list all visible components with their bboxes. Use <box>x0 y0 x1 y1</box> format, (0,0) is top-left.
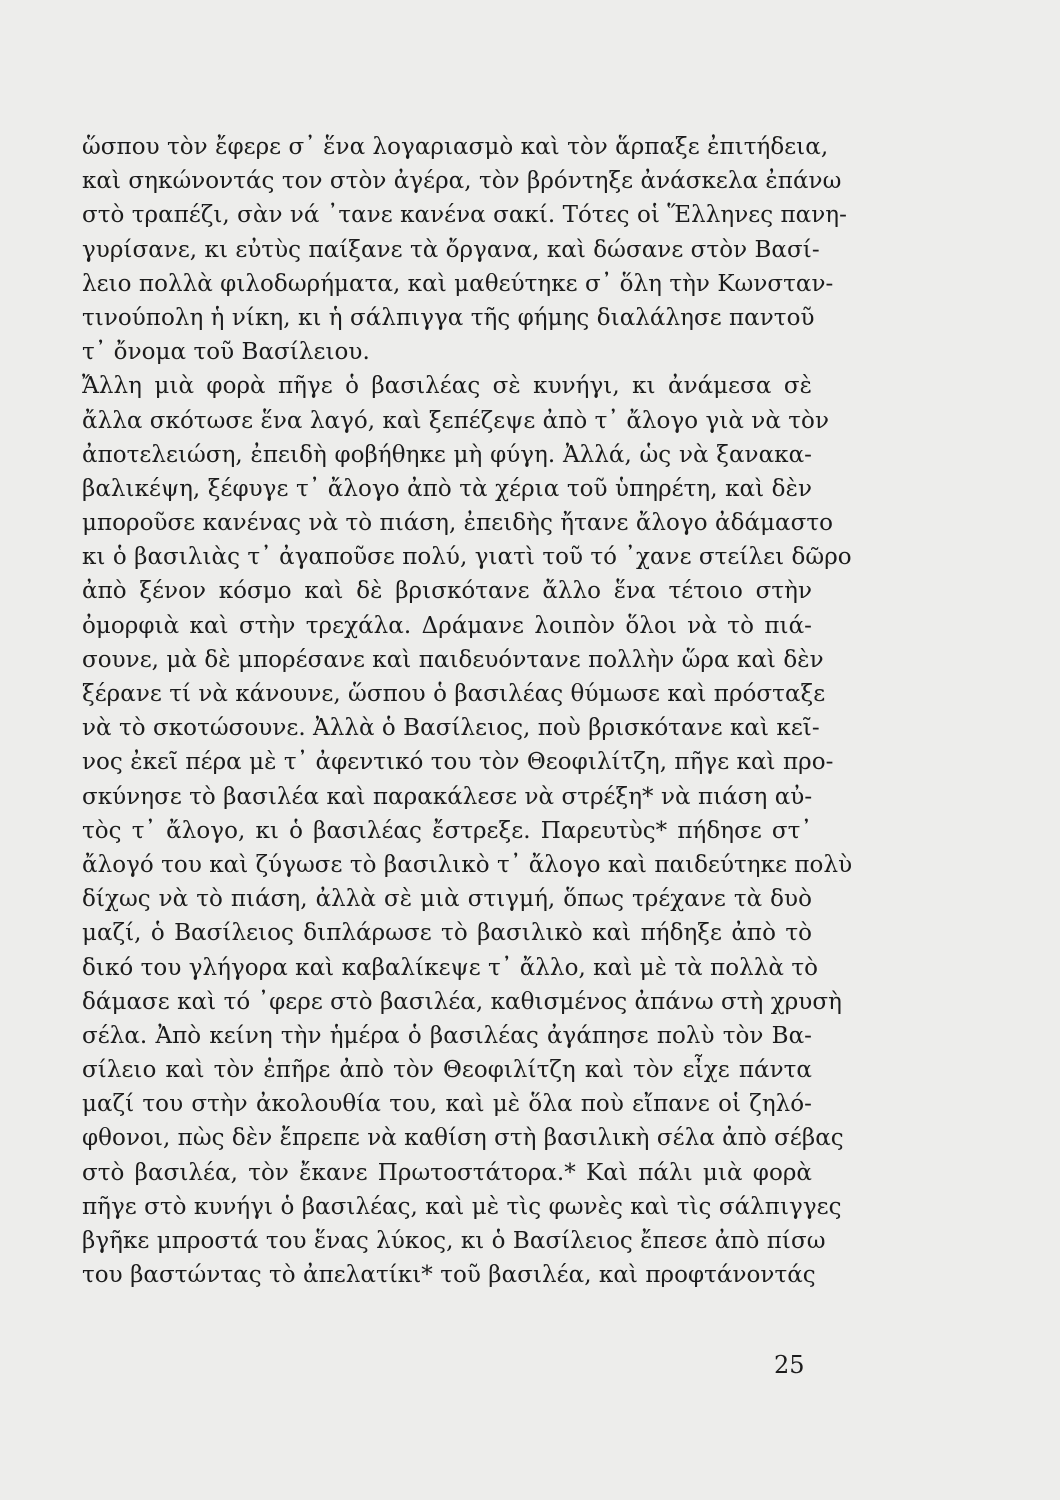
text-line: ἄλλα σκότωσε ἕνα λαγό, καὶ ξεπέζεψε ἀπὸ τ᾽ ἄλογο γιὰ νὰ τὸν <box>82 407 829 434</box>
text-line: ὥσπου τὸν ἔφερε σ᾽ ἕνα λογαριασμὸ καὶ τὸν ἅρπαξε ἐπιτήδεια, <box>82 134 829 160</box>
text-line: φθονοι, πὼς δὲν ἔπρεπε νὰ καθίση στὴ βασιλικὴ σέλα ἀπὸ σέβας <box>82 1125 844 1152</box>
text-line: τινούπολη ἡ νίκη, κι ἡ σάλπιγγα τῆς φήμης διαλάλησε παντοῦ <box>82 304 815 331</box>
text-line: λειο πολλὰ φιλοδωρήματα, καὶ μαθεύτηκε σ᾽ ὅλη τὴν Κωνσταν- <box>82 270 834 297</box>
text-line: νὰ τὸ σκοτώσουνε. Ἀλλὰ ὁ Βασίλειος, ποὺ βρισκότανε καὶ κεῖ- <box>82 715 820 742</box>
text-line: δίχως νὰ τὸ πιάση, ἀλλὰ σὲ μιὰ στιγμή, ὅπως τρέχανε τὰ δυὸ <box>82 886 812 913</box>
text-line: στὸ τραπέζι, σὰν νά ᾽τανε κανένα σακί. Τότες οἱ Ἕλληνες πανη- <box>82 202 847 229</box>
text-line: Ἄλλη μιὰ φορὰ πῆγε ὁ βασιλέας σὲ κυνήγι, κι ἀνάμεσα σὲ <box>82 373 812 400</box>
text-line: καὶ σηκώνοντάς τον στὸν ἀγέρα, τὸν βρόντηξε ἀνάσκελα ἐπάνω <box>82 168 842 195</box>
page-number: 25 <box>774 1351 805 1379</box>
text-line: στὸ βασιλέα, τὸν ἔκανε Πρωτοστάτορα.* Καὶ πάλι μιὰ φορὰ <box>82 1159 812 1186</box>
text-line: βαλικέψη, ξέφυγε τ᾽ ἄλογο ἀπὸ τὰ χέρια τοῦ ὑπηρέτη, καὶ δὲν <box>82 475 812 502</box>
text-line: του βαστώντας τὸ ἀπελατίκι* τοῦ βασιλέα, καὶ προφτάνοντάς <box>82 1262 816 1289</box>
body-text <box>82 130 853 1292</box>
text-line: μαζί του στὴν ἀκολουθία του, καὶ μὲ ὅλα ποὺ εἴπανε οἱ ζηλό- <box>82 1091 812 1118</box>
text-line: ὀμορφιὰ καὶ στὴν τρεχάλα. Δράμανε λοιπὸν ὅλοι νὰ τὸ πιά- <box>82 612 812 639</box>
text-line: σουνε, μὰ δὲ μπορέσανε καὶ παιδευόντανε πολλὴν ὥρα καὶ δὲν <box>82 646 824 673</box>
text-line: πῆγε στὸ κυνήγι ὁ βασιλέας, καὶ μὲ τὶς φωνὲς καὶ τὶς σάλπιγγες <box>82 1193 842 1220</box>
text-line: δικό του γλήγορα καὶ καβαλίκεψε τ᾽ ἄλλο, καὶ μὲ τὰ πολλὰ τὸ <box>82 954 819 981</box>
text-line: σίλειο καὶ τὸν ἐπῆρε ἀπὸ τὸν Θεοφιλίτζη καὶ τὸν εἶχε πάντα <box>82 1057 812 1084</box>
text-line: ἀποτελειώση, ἐπειδὴ φοβήθηκε μὴ φύγη. Ἀλλά, ὡς νὰ ξανακα- <box>82 441 812 468</box>
text-line: νος ἐκεῖ πέρα μὲ τ᾽ ἀφεντικό του τὸν Θεοφιλίτζη, πῆγε καὶ προ- <box>82 749 834 776</box>
text-line: ἄλογό του καὶ ζύγωσε τὸ βασιλικὸ τ᾽ ἄλογο καὶ παιδεύτηκε πολὺ <box>82 851 853 878</box>
text-line: δάμασε καὶ τό ᾽φερε στὸ βασιλέα, καθισμένος ἀπάνω στὴ χρυσὴ <box>82 988 842 1015</box>
text-line: ἀπὸ ξένον κόσμο καὶ δὲ βρισκότανε ἄλλο ἕνα τέτοιο στὴν <box>82 578 812 605</box>
text-line: τ᾽ ὄνομα τοῦ Βασίλειου. <box>82 339 370 366</box>
text-line: κι ὁ βασιλιὰς τ᾽ ἀγαποῦσε πολύ, γιατὶ τοῦ τό ᾽χανε στείλει δῶρο <box>82 544 852 571</box>
text-line: γυρίσανε, κι εὐτὺς παίξανε τὰ ὄργανα, καὶ δώσανε στὸν Βασί- <box>82 236 820 263</box>
text-line: μποροῦσε κανένας νὰ τὸ πιάση, ἐπειδὴς ἤτανε ἄλογο ἀδάμαστο <box>82 510 834 537</box>
text-line: βγῆκε μπροστά του ἕνας λύκος, κι ὁ Βασίλειος ἔπεσε ἀπὸ πίσω <box>82 1228 826 1254</box>
text-line: τὸς τ᾽ ἄλογο, κι ὁ βασιλέας ἔστρεξε. Παρευτὺς* πήδησε στ᾽ <box>82 817 812 844</box>
text-line: μαζί, ὁ Βασίλειος διπλάρωσε τὸ βασιλικὸ καὶ πήδηξε ἀπὸ τὸ <box>82 920 812 947</box>
text-line: ξέρανε τί νὰ κάνουνε, ὥσπου ὁ βασιλέας θύμωσε καὶ πρόσταξε <box>82 681 826 707</box>
text-line: σκύνησε τὸ βασιλέα καὶ παρακάλεσε νὰ στρέξη* νὰ πιάση αὐ- <box>82 783 813 810</box>
text-line: σέλα. Ἀπὸ κείνη τὴν ἡμέρα ὁ βασιλέας ἀγάπησε πολὺ τὸν Βα- <box>82 1022 812 1049</box>
